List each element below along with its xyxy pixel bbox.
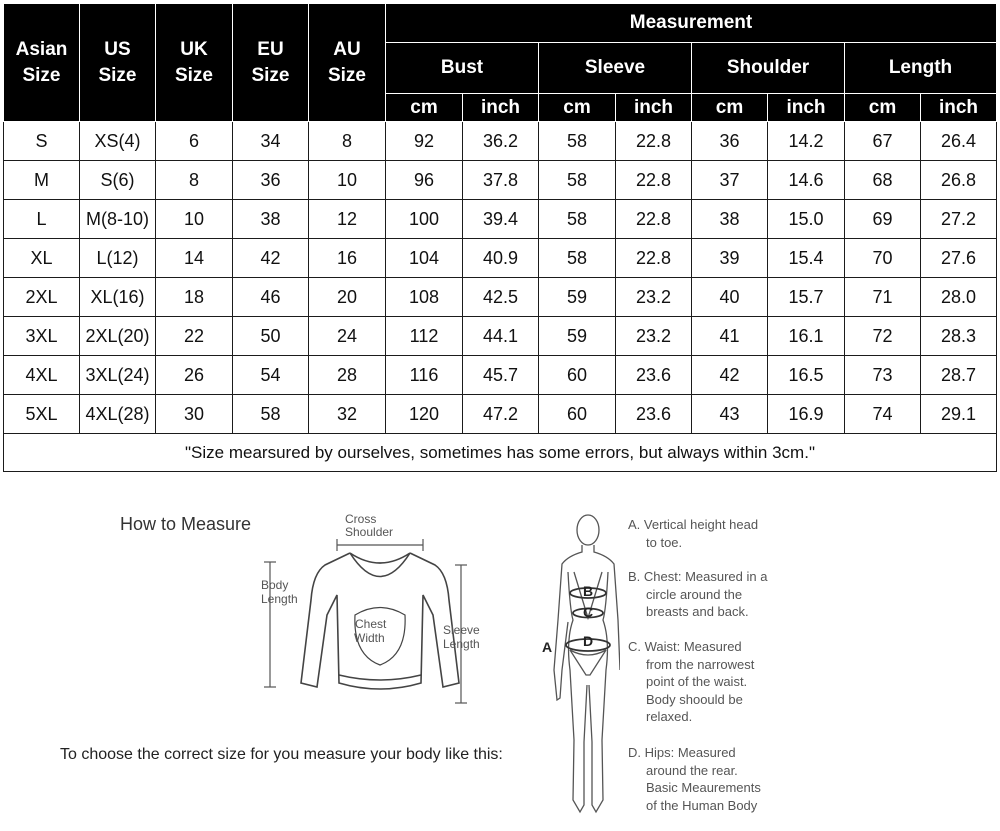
unit-cm: cm bbox=[692, 94, 768, 122]
table-cell: XL bbox=[4, 239, 80, 278]
table-cell: 22 bbox=[156, 317, 233, 356]
table-cell: 2XL bbox=[4, 278, 80, 317]
table-cell: 74 bbox=[845, 395, 921, 434]
table-cell: 39.4 bbox=[463, 200, 539, 239]
table-cell: 120 bbox=[386, 395, 463, 434]
table-cell: 42 bbox=[233, 239, 309, 278]
table-cell: 8 bbox=[156, 161, 233, 200]
table-row bbox=[4, 161, 997, 200]
table-cell: 20 bbox=[309, 278, 386, 317]
table-cell: 37.8 bbox=[463, 161, 539, 200]
table-cell: 54 bbox=[233, 356, 309, 395]
table-cell: 39 bbox=[692, 239, 768, 278]
table-cell: L bbox=[4, 200, 80, 239]
table-cell: 24 bbox=[309, 317, 386, 356]
table-cell: 36 bbox=[233, 161, 309, 200]
cross-shoulder-label-2: Shoulder bbox=[345, 525, 394, 539]
sleeve-length-label-1: Sleeve bbox=[443, 623, 480, 637]
table-cell: 15.7 bbox=[768, 278, 845, 317]
table-cell: 40.9 bbox=[463, 239, 539, 278]
header-length: Length bbox=[845, 43, 997, 94]
table-cell: 44.1 bbox=[463, 317, 539, 356]
table-row bbox=[4, 122, 997, 161]
table-cell: 22.8 bbox=[616, 122, 692, 161]
table-cell: 112 bbox=[386, 317, 463, 356]
unit-cm: cm bbox=[386, 94, 463, 122]
header-asian-size: Asian Size bbox=[4, 4, 80, 122]
table-cell: 34 bbox=[233, 122, 309, 161]
table-cell: 28.0 bbox=[921, 278, 997, 317]
sleeve-length-label-2: Length bbox=[443, 637, 480, 651]
table-cell: 15.0 bbox=[768, 200, 845, 239]
table-cell: 4XL bbox=[4, 356, 80, 395]
legend-a: A. Vertical height head to toe. bbox=[628, 517, 759, 550]
table-cell: 50 bbox=[233, 317, 309, 356]
table-cell: 18 bbox=[156, 278, 233, 317]
header-sleeve: Sleeve bbox=[539, 43, 692, 94]
table-cell: 40 bbox=[692, 278, 768, 317]
table-cell: 92 bbox=[386, 122, 463, 161]
table-cell: 104 bbox=[386, 239, 463, 278]
table-cell: S bbox=[4, 122, 80, 161]
table-cell: 60 bbox=[539, 395, 616, 434]
body-letter-d: D bbox=[583, 633, 594, 649]
table-cell: 27.6 bbox=[921, 239, 997, 278]
table-cell: 38 bbox=[692, 200, 768, 239]
table-cell: 36 bbox=[692, 122, 768, 161]
table-cell: 58 bbox=[539, 200, 616, 239]
unit-cm: cm bbox=[845, 94, 921, 122]
table-cell: 26.8 bbox=[921, 161, 997, 200]
table-cell: 58 bbox=[539, 161, 616, 200]
table-cell: 100 bbox=[386, 200, 463, 239]
table-cell: 30 bbox=[156, 395, 233, 434]
table-cell: 12 bbox=[309, 200, 386, 239]
table-cell: 41 bbox=[692, 317, 768, 356]
body-letter-a: A bbox=[542, 639, 553, 655]
table-cell: 23.2 bbox=[616, 278, 692, 317]
table-row bbox=[4, 278, 997, 317]
table-cell: 36.2 bbox=[463, 122, 539, 161]
table-cell: 6 bbox=[156, 122, 233, 161]
unit-inch: inch bbox=[768, 94, 845, 122]
table-cell: 8 bbox=[309, 122, 386, 161]
table-cell: 42 bbox=[692, 356, 768, 395]
garment-diagram bbox=[255, 505, 505, 715]
table-cell: 14.2 bbox=[768, 122, 845, 161]
unit-inch: inch bbox=[921, 94, 997, 122]
table-cell: 22.8 bbox=[616, 200, 692, 239]
table-cell: 69 bbox=[845, 200, 921, 239]
table-cell: 23.6 bbox=[616, 395, 692, 434]
legend-c: C. Waist: Measured from the narrowest point of the waist. Body shoould be relaxed. bbox=[628, 639, 755, 724]
table-cell: 67 bbox=[845, 122, 921, 161]
table-cell: 59 bbox=[539, 317, 616, 356]
header-measurement: Measurement bbox=[386, 4, 997, 43]
unit-inch: inch bbox=[463, 94, 539, 122]
table-cell: 16.1 bbox=[768, 317, 845, 356]
unit-inch: inch bbox=[616, 94, 692, 122]
table-cell: XS(4) bbox=[80, 122, 156, 161]
table-cell: 3XL bbox=[4, 317, 80, 356]
table-cell: 10 bbox=[156, 200, 233, 239]
table-cell: 16.9 bbox=[768, 395, 845, 434]
header-uk-size: UK Size bbox=[156, 4, 233, 122]
table-cell: 42.5 bbox=[463, 278, 539, 317]
body-figure bbox=[540, 510, 620, 820]
table-cell: 4XL(28) bbox=[80, 395, 156, 434]
table-cell: 108 bbox=[386, 278, 463, 317]
choose-size-text: To choose the correct size for you measure your body like this: bbox=[60, 746, 503, 763]
table-cell: M(8-10) bbox=[80, 200, 156, 239]
table-cell: 37 bbox=[692, 161, 768, 200]
table-cell: 73 bbox=[845, 356, 921, 395]
table-row bbox=[4, 200, 997, 239]
table-cell: 22.8 bbox=[616, 239, 692, 278]
table-cell: 29.1 bbox=[921, 395, 997, 434]
header-eu-size: EU Size bbox=[233, 4, 309, 122]
table-cell: 58 bbox=[233, 395, 309, 434]
unit-cm: cm bbox=[539, 94, 616, 122]
table-cell: 14 bbox=[156, 239, 233, 278]
table-cell: 60 bbox=[539, 356, 616, 395]
table-cell: M bbox=[4, 161, 80, 200]
size-rows bbox=[4, 122, 997, 434]
table-cell: 71 bbox=[845, 278, 921, 317]
table-cell: 116 bbox=[386, 356, 463, 395]
table-cell: 10 bbox=[309, 161, 386, 200]
table-row bbox=[4, 317, 997, 356]
table-cell: 70 bbox=[845, 239, 921, 278]
table-cell: 58 bbox=[539, 239, 616, 278]
size-chart-table bbox=[3, 3, 997, 472]
header-bust: Bust bbox=[386, 43, 539, 94]
body-length-label-1: Body bbox=[261, 578, 289, 592]
table-cell: 46 bbox=[233, 278, 309, 317]
table-cell: 72 bbox=[845, 317, 921, 356]
table-cell: 5XL bbox=[4, 395, 80, 434]
header-us-size: US Size bbox=[80, 4, 156, 122]
table-cell: 3XL(24) bbox=[80, 356, 156, 395]
chest-width-label-2: Width bbox=[354, 631, 385, 645]
table-cell: 23.6 bbox=[616, 356, 692, 395]
table-cell: 16 bbox=[309, 239, 386, 278]
how-to-measure-title: How to Measure bbox=[120, 514, 252, 534]
table-cell: XL(16) bbox=[80, 278, 156, 317]
table-cell: 26 bbox=[156, 356, 233, 395]
table-cell: S(6) bbox=[80, 161, 156, 200]
header-shoulder: Shoulder bbox=[692, 43, 845, 94]
body-length-label-2: Length bbox=[261, 592, 298, 606]
table-cell: 45.7 bbox=[463, 356, 539, 395]
measurement-note: "Size mearsured by ourselves, sometimes has some errors, but always within 3cm." bbox=[4, 434, 997, 472]
table-cell: 26.4 bbox=[921, 122, 997, 161]
table-cell: 59 bbox=[539, 278, 616, 317]
legend-d: D. Hips: Measured around the rear. Basic Meaurements of the Human Body bbox=[628, 745, 761, 813]
header-au-size: AU Size bbox=[309, 4, 386, 122]
table-cell: 22.8 bbox=[616, 161, 692, 200]
table-cell: 16.5 bbox=[768, 356, 845, 395]
table-cell: 28.3 bbox=[921, 317, 997, 356]
table-cell: 47.2 bbox=[463, 395, 539, 434]
legend-b: B. Chest: Measured in a circle around the breasts and back. bbox=[628, 569, 768, 619]
chest-width-label-1: Chest bbox=[355, 617, 387, 631]
table-row bbox=[4, 356, 997, 395]
table-cell: 58 bbox=[539, 122, 616, 161]
table-cell: 43 bbox=[692, 395, 768, 434]
table-cell: 28 bbox=[309, 356, 386, 395]
table-cell: 38 bbox=[233, 200, 309, 239]
table-cell: 15.4 bbox=[768, 239, 845, 278]
table-cell: 32 bbox=[309, 395, 386, 434]
table-cell: 23.2 bbox=[616, 317, 692, 356]
table-row bbox=[4, 239, 997, 278]
body-letter-c: C bbox=[583, 604, 594, 620]
body-letter-b: B bbox=[583, 583, 594, 599]
table-cell: 28.7 bbox=[921, 356, 997, 395]
table-cell: 96 bbox=[386, 161, 463, 200]
cross-shoulder-label-1: Cross bbox=[345, 512, 377, 526]
table-cell: 27.2 bbox=[921, 200, 997, 239]
table-cell: 14.6 bbox=[768, 161, 845, 200]
table-cell: 2XL(20) bbox=[80, 317, 156, 356]
table-row bbox=[4, 395, 997, 434]
table-cell: L(12) bbox=[80, 239, 156, 278]
table-cell: 68 bbox=[845, 161, 921, 200]
